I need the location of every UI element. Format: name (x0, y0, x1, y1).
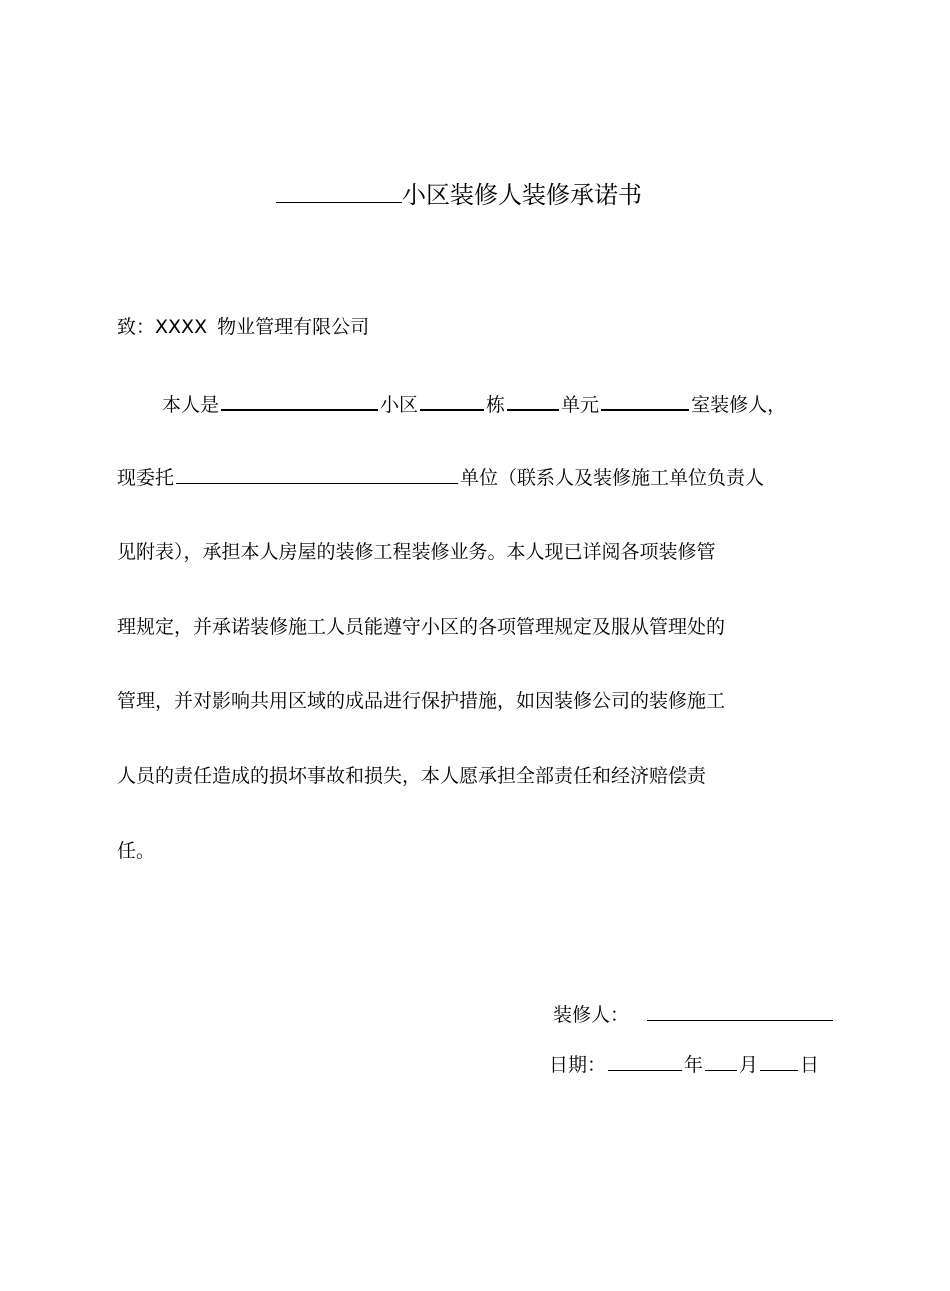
addressee-prefix: 致： (117, 316, 156, 338)
paragraph-line-1 (162, 391, 786, 417)
signer-line (553, 1002, 835, 1027)
text-dan-yuan: 单元 (561, 394, 600, 416)
contractor-blank[interactable] (176, 465, 458, 484)
signer-blank[interactable] (647, 1002, 833, 1021)
signer-label: 装修人： (553, 1004, 630, 1026)
month-label: 月 (739, 1054, 759, 1076)
text-ben-ren-shi: 本人是 (162, 394, 220, 416)
building-blank[interactable] (420, 391, 484, 411)
text-dan-wei: 单位（联系人及装修施工单位负责人 (460, 467, 765, 489)
addressee-company-name: 物业管理有限公司 (217, 316, 370, 338)
document-title (276, 180, 642, 210)
unit-blank[interactable] (507, 391, 559, 411)
day-blank[interactable] (760, 1052, 798, 1071)
day-label: 日 (800, 1054, 820, 1076)
text-xian-wei-tuo: 现委托 (117, 467, 175, 489)
community-blank[interactable] (221, 391, 378, 411)
paragraph-line-7: 任。 (117, 840, 156, 862)
title-text: 小区装修人装修承诺书 (402, 181, 642, 209)
date-line (549, 1052, 819, 1077)
room-blank[interactable] (601, 391, 689, 411)
addressee-company-code: XXXX (155, 316, 208, 338)
paragraph-line-2 (117, 465, 764, 490)
addressee-line (117, 315, 369, 339)
text-xiao-qu: 小区 (380, 394, 419, 416)
text-shi-zhuang-xiu-ren: 室装修人， (691, 394, 787, 416)
year-blank[interactable] (608, 1052, 682, 1071)
paragraph-line-3: 见附表），承担本人房屋的装修工程装修业务。本人现已详阅各项装修管 (117, 541, 716, 563)
month-blank[interactable] (705, 1052, 737, 1071)
text-dong: 栋 (486, 394, 506, 416)
date-label: 日期： (549, 1054, 607, 1076)
paragraph-line-5: 管理，并对影响共用区域的成品进行保护措施，如因装修公司的装修施工 (117, 690, 726, 712)
paragraph-line-6: 人员的责任造成的损坏事故和损失，本人愿承担全部责任和经济赔偿责 (117, 765, 707, 787)
year-label: 年 (684, 1054, 704, 1076)
paragraph-line-4: 理规定，并承诺装修施工人员能遵守小区的各项管理规定及服从管理处的 (117, 616, 726, 638)
community-name-blank[interactable] (276, 180, 402, 203)
